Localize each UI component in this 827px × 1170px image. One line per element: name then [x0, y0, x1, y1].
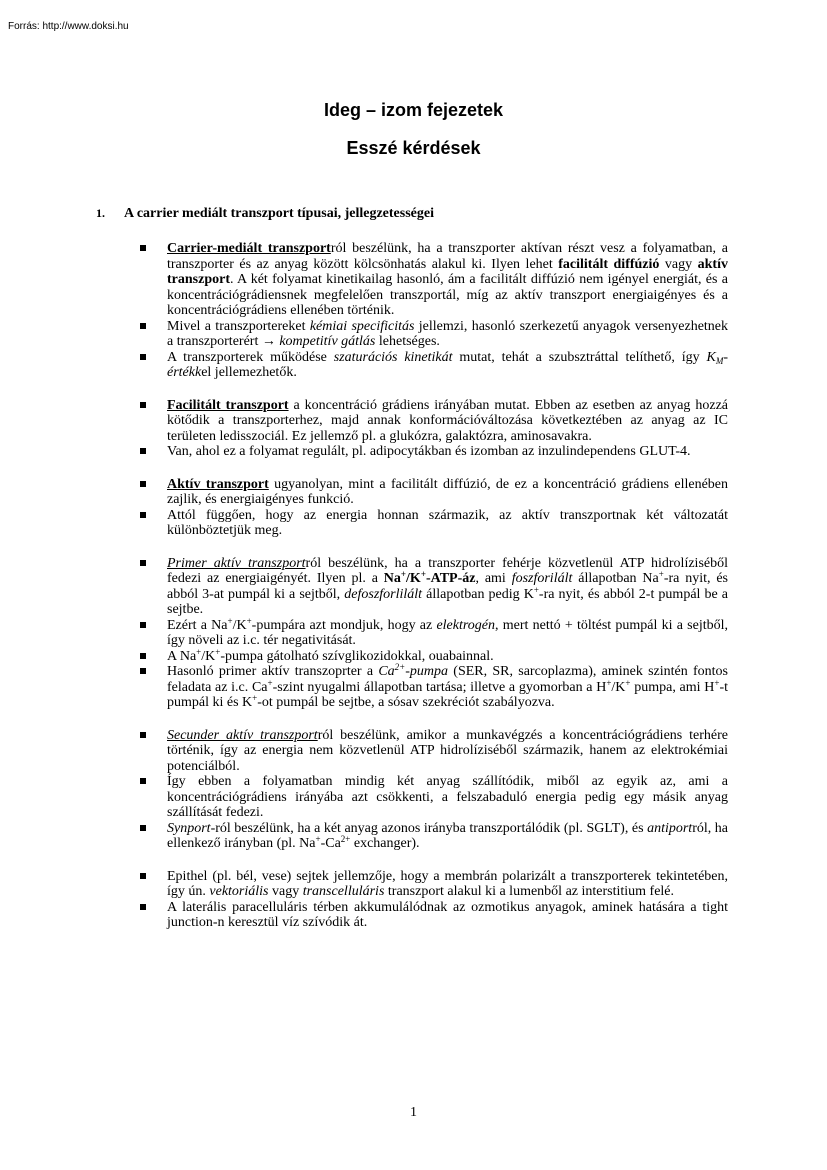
text-run: kompetitív gátlás	[279, 334, 376, 349]
text-run: +	[625, 677, 631, 688]
text-run: Van, ahol ez a folyamat regulált, pl. adipocytákban és izomban az inzulindependens GLUT-4.	[167, 444, 691, 459]
bullet-item	[167, 477, 728, 508]
text-run: Hasonló primer aktív transzoprter a	[167, 664, 379, 679]
text-run: Ca	[378, 664, 395, 679]
text-run: vektoriális	[209, 884, 269, 899]
text-run: Secunder aktív transzport	[167, 727, 318, 743]
bullet-item	[167, 664, 728, 711]
text-run: Primer aktív transzport	[167, 555, 306, 571]
text-run: +	[533, 584, 539, 595]
text-run: -pumpa	[405, 664, 449, 679]
text-run: +	[658, 569, 664, 579]
text-run: -ra nyit, és abból 2-t pumpál be a sejtbe.	[167, 586, 729, 617]
text-run: +	[196, 646, 202, 657]
text-run: A transzporterek működése	[167, 349, 334, 365]
text-run: . A két folyamat kinetikailag hasonló, ám a facilitált diffúzió nem igényel energiát, és a koncentrációgrádiensnek megfelelően transzportál, míg az aktív transzport energiaigényes és a koncentrációgrádiens ellenében történik.	[167, 272, 728, 318]
text-run: Mivel a transzportereket	[167, 318, 310, 334]
bullet-item	[167, 900, 728, 931]
bullet-group	[167, 477, 728, 539]
text-run: M	[715, 355, 724, 366]
bullet-item	[167, 319, 728, 350]
text-run: +	[606, 677, 612, 688]
text-run: +	[714, 677, 720, 688]
text-run: el jellemezhetők.	[201, 365, 297, 380]
bullet-item	[167, 556, 728, 618]
text-run: +	[227, 615, 233, 626]
text-run: transzport alakul ki a lumenből az interstitium felé.	[384, 884, 675, 899]
text-run: ról beszélünk, ha a transzporter aktívan részt vesz a folyamatban, a transzporter és az anyag között kölcsönhatás alakul ki. Ilyen lehet	[167, 241, 728, 272]
text-run: +	[315, 834, 321, 844]
text-run: , mert nettó + töltést pumpál ki a sejtből, így növeli az i.c. tér negativitását.	[167, 617, 728, 648]
text-run: ugyanolyan, mint a facilitált diffúzió, de ez a koncentráció grádiens ellenében zajlik, és energiaigényes funkció.	[167, 476, 729, 507]
text-run: Aktív transzport	[167, 476, 269, 492]
bullet-group	[167, 556, 728, 711]
text-run: jellemzi, hasonló szerkezetű anyagok versenyezhetnek a transzporterért →	[167, 318, 729, 349]
question-number: 1.	[96, 206, 105, 220]
text-run: lehetséges.	[375, 334, 440, 349]
bullet-item	[167, 350, 728, 381]
bullet-group	[167, 728, 728, 852]
text-run: K	[706, 349, 716, 365]
text-run: Na	[383, 571, 401, 586]
text-run: -értékk	[167, 349, 728, 380]
text-run: ról beszélünk, amikor a munkavégzés a koncentrációgrádiens terhére történik, így az energia nem közvetlenül ATP hidrolíziséből származik, hanem az elektrokémiai potenciálból.	[167, 727, 728, 774]
text-run: -ATP-áz	[425, 571, 476, 586]
page-title: Ideg – izom fejezetek	[323, 100, 504, 120]
text-run: állapotban pedig K	[422, 586, 534, 602]
text-run: foszforilált	[511, 571, 573, 586]
text-run: Carrier-mediált transzport	[167, 241, 331, 256]
text-run: antiport	[647, 820, 693, 836]
bullet-group	[167, 398, 728, 460]
text-run: transcelluláris	[302, 884, 385, 899]
text-run: állapotban Na	[572, 571, 659, 586]
bullet-item	[167, 508, 728, 539]
bullet-item	[167, 615, 728, 649]
text-run: Synport	[167, 820, 211, 836]
question-text: A carrier mediált transzport típusai, jellegzetességei	[124, 206, 434, 221]
text-run: Ezért a Na	[167, 617, 228, 633]
text-run: -Ca	[320, 836, 341, 851]
text-run: +	[215, 646, 221, 657]
text-run: , ami	[475, 571, 512, 586]
bullet-item	[167, 821, 728, 852]
text-run: vagy	[268, 884, 303, 899]
bullet-item	[167, 398, 728, 445]
text-run: aktív transzport	[167, 256, 728, 287]
text-run: (SER, SR, sarcoplazma), aminek szintén fontos feladata az i.c. Ca	[167, 664, 729, 695]
bullet-item	[167, 241, 728, 319]
answer-content	[167, 241, 728, 948]
text-run: elektrogén	[436, 617, 496, 633]
text-run: -ról beszélünk, ha a két anyag azonos irányba transzportálódik (pl. SGLT), és	[210, 820, 648, 836]
text-run: 2+	[394, 662, 406, 672]
text-run: ról beszélünk, ha a transzporter fehérje közvetlenül ATP hidrolíziséből fedezi az energiaigényét. Ilyen pl. a	[167, 555, 728, 586]
text-run: A Na	[167, 648, 197, 664]
text-run: /K	[611, 679, 626, 695]
text-run: -pumpa gátolható szívglikozidokkal, ouabainnal.	[220, 648, 494, 664]
text-run: defoszforlilált	[344, 586, 423, 602]
text-run: kémiai specificitás	[309, 318, 415, 334]
text-run: a koncentráció grádiens irányában mutat. Ebben az esetben az anyag hozzá kötődik a transzporterhez, majd annak konformációváltozása következtében az anyag az IC területen ledisszociál. Ez jellemző pl. a glukózra, galaktózra, aminosavakra.	[167, 397, 729, 444]
text-run: +	[420, 569, 426, 579]
text-run: +	[252, 693, 258, 703]
bullet-item	[167, 728, 728, 775]
bullet-item	[167, 646, 728, 665]
text-run: -szint nyugalmi állapotban tartása; illetve a gyomorban a H	[272, 679, 607, 695]
text-run: /K	[406, 571, 421, 586]
text-run: +	[400, 569, 407, 579]
text-run: A laterális paracelluláris térben akkumulálódnak az ozmotikus anyagok, aminek hatására a tight junction-n keresztül víz szívódik át.	[167, 899, 728, 930]
text-run: -t pumpál ki és K	[167, 679, 728, 710]
text-run: exchanger).	[350, 836, 420, 851]
text-run: /K	[201, 648, 216, 664]
text-run: -ra nyit, és abból 3-at pumpál ki a sejtből,	[167, 571, 729, 602]
text-run: vagy	[659, 256, 698, 272]
text-run: +	[246, 615, 252, 626]
text-run: Így ebben a folyamatban mindig két anyag szállítódik, miből az egyik az, ami a koncentrációgrádiens irányába azt csökkenti, a felszabaduló energia pedig egy másik anyag szállítását fedezi.	[167, 774, 728, 820]
text-run: -ot pumpál be sejtbe, a sósav szekréciót szabályozva.	[257, 695, 555, 710]
bullet-item	[167, 444, 728, 460]
text-run: +	[267, 677, 273, 688]
text-run: Epithel (pl. bél, vese) sejtek jellemzője, hogy a membrán polarizált a transzporterek tekintetében, így ún.	[167, 868, 728, 899]
page-subtitle: Esszé kérdések	[346, 138, 481, 158]
bullet-group	[167, 241, 728, 381]
bullet-item	[167, 774, 728, 821]
text-run: mutat, tehát a szubsztráttal telíthető, így	[452, 349, 707, 365]
text-run: Attól függően, hogy az energia honnan származik, az aktív transzportnak két változatát különböztetjük meg.	[167, 507, 728, 538]
text-run: pumpa, ami H	[630, 679, 715, 695]
text-run: Facilitált transzport	[167, 397, 289, 413]
text-run: /K	[232, 617, 247, 633]
page-number: 1	[410, 1105, 417, 1120]
text-run: -pumpára azt mondjuk, hogy az	[251, 617, 437, 633]
bullet-group	[167, 869, 728, 931]
text-run: 2+	[340, 834, 351, 844]
bullet-item	[167, 869, 728, 900]
text-run: facilitált diffúzió	[558, 256, 660, 272]
text-run: ról, ha ellenkező irányban (pl. Na	[167, 820, 729, 851]
text-run: szaturációs kinetikát	[333, 349, 453, 365]
source-url: Forrás: http://www.doksi.hu	[8, 21, 129, 32]
question-heading	[96, 206, 434, 222]
